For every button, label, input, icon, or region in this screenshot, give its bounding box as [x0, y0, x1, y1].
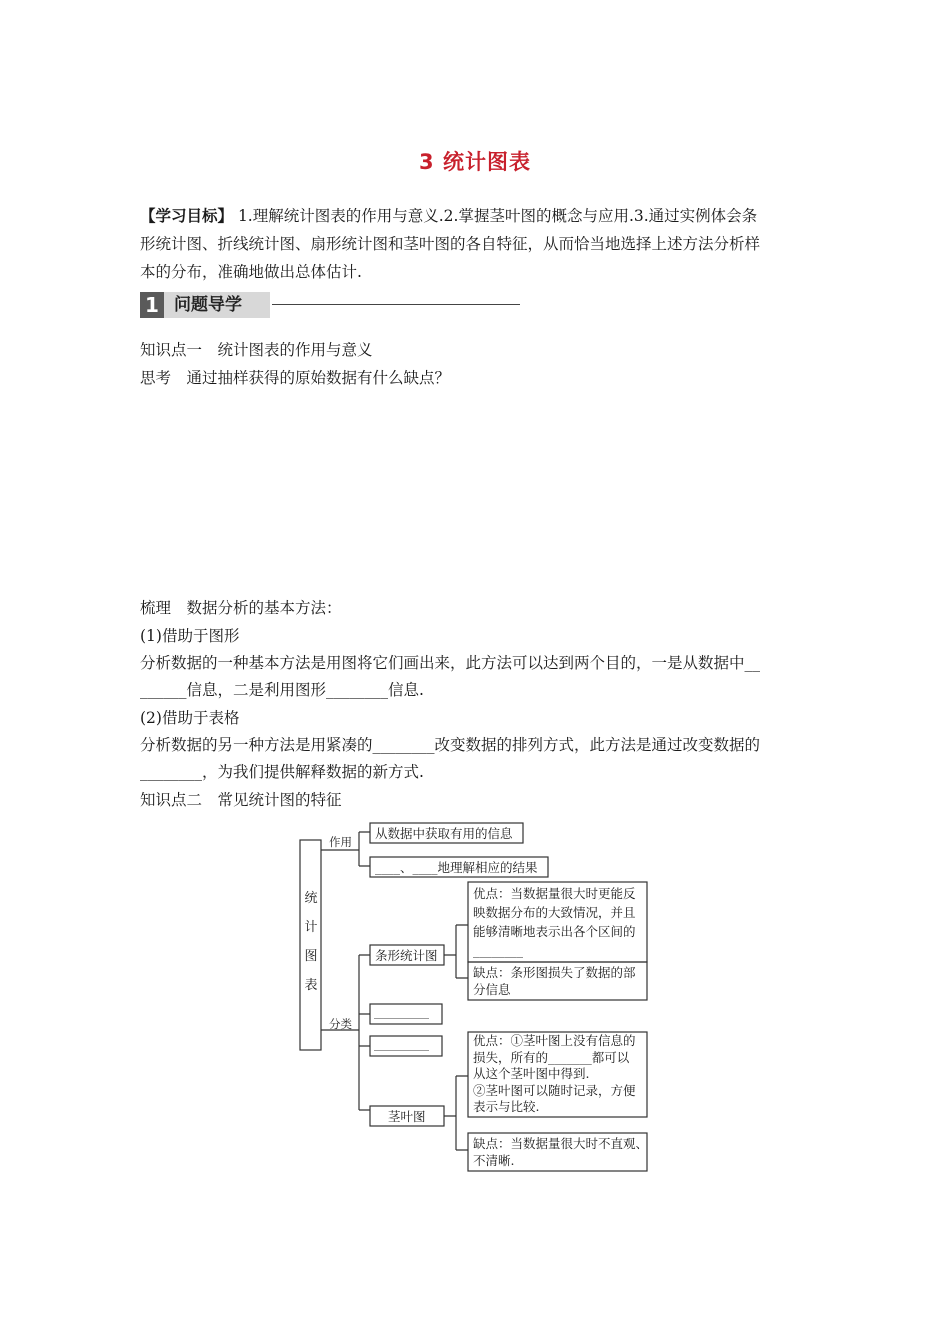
method2-line-2: ________，为我们提供解释数据的新方式. [140, 763, 424, 781]
role-item-1: 从数据中获取有用的信息 [375, 826, 513, 841]
review-heading: 梳理 数据分析的基本方法： [140, 599, 342, 617]
section-number: 1 [140, 292, 164, 318]
section-rule [272, 304, 520, 305]
root-char: 图 [304, 949, 318, 964]
root-label [301, 884, 321, 1000]
text-line: ②茎叶图可以随时记录，方便 [473, 1082, 636, 1098]
text-line: 从这个茎叶图中得到. [473, 1066, 590, 1081]
text-line: 不清晰. [473, 1153, 515, 1168]
kp2-heading: 知识点二 常见统计图的特征 [140, 791, 342, 809]
method1-title: (1)借助于图形 [140, 627, 240, 645]
method1-line-1: 分析数据的一种基本方法是用图将它们画出来，此方法可以达到两个目的，一是从数据中__ [140, 654, 761, 672]
text-line: ________ [473, 943, 523, 958]
learning-objectives [140, 202, 812, 286]
objectives-line-3: 本的分布，准确地做出总体估计. [140, 263, 362, 281]
objectives-tag: 【学习目标】 [140, 206, 234, 225]
bar-bracket [444, 925, 468, 978]
stem-advantages [473, 1033, 636, 1116]
role-label: 作用 [329, 835, 352, 849]
text-line: 损失，所有的_______都可以 [473, 1049, 630, 1065]
blank-2: __________ [374, 1038, 429, 1051]
section-label: 问题导学 [174, 295, 242, 315]
class-label: 分类 [329, 1017, 352, 1031]
bar-advantages [473, 884, 636, 960]
page-title: 3 统计图表 [419, 150, 531, 174]
text-line: 表示与比较. [473, 1099, 540, 1114]
text-line: 能够清晰地表示出各个区间的 [473, 924, 636, 939]
role-item-2: ____、____地理解相应的结果 [375, 860, 538, 875]
root-char: 表 [304, 978, 318, 993]
objectives-line-2: 形统计图、折线统计图、扇形统计图和茎叶图的各自特征，从而恰当地选择上述方法分析样 [140, 235, 761, 253]
method2-line-1: 分析数据的另一种方法是用紧凑的________改变数据的排列方式，此方法是通过改变数据的 [140, 736, 761, 754]
text-line: 优点：当数据量很大时更能反 [473, 886, 636, 901]
stem-bracket [444, 1076, 468, 1150]
method1-line-2: ______信息，二是利用图形________信息. [140, 681, 424, 699]
bar-chart-label: 条形统计图 [375, 948, 438, 963]
blank-1: __________ [374, 1006, 429, 1019]
section-header [140, 292, 520, 318]
kp1-heading: 知识点一 统计图表的作用与意义 [140, 341, 373, 359]
method2-title: (2)借助于表格 [140, 709, 240, 727]
text-line: 分信息 [473, 982, 511, 997]
bar-disadvantages [473, 964, 636, 998]
text-line: 缺点：当数据量很大时不直观、 [473, 1136, 649, 1151]
text-line: 优点：①茎叶图上没有信息的 [473, 1033, 636, 1048]
think-question: 思考 通过抽样获得的原始数据有什么缺点？ [140, 369, 451, 387]
text-line: 映数据分布的大致情况，并且 [473, 905, 636, 920]
objectives-line-1: 1.理解统计图表的作用与意义.2.掌握茎叶图的概念与应用.3.通过实例体会条 [233, 207, 758, 225]
root-char: 统 [304, 891, 318, 906]
text-line: 缺点：条形图损失了数据的部 [473, 965, 636, 980]
chart-features-diagram [295, 820, 655, 1180]
root-char: 计 [304, 920, 318, 935]
stem-disadvantages [473, 1135, 648, 1169]
stem-leaf-label: 茎叶图 [388, 1109, 426, 1124]
